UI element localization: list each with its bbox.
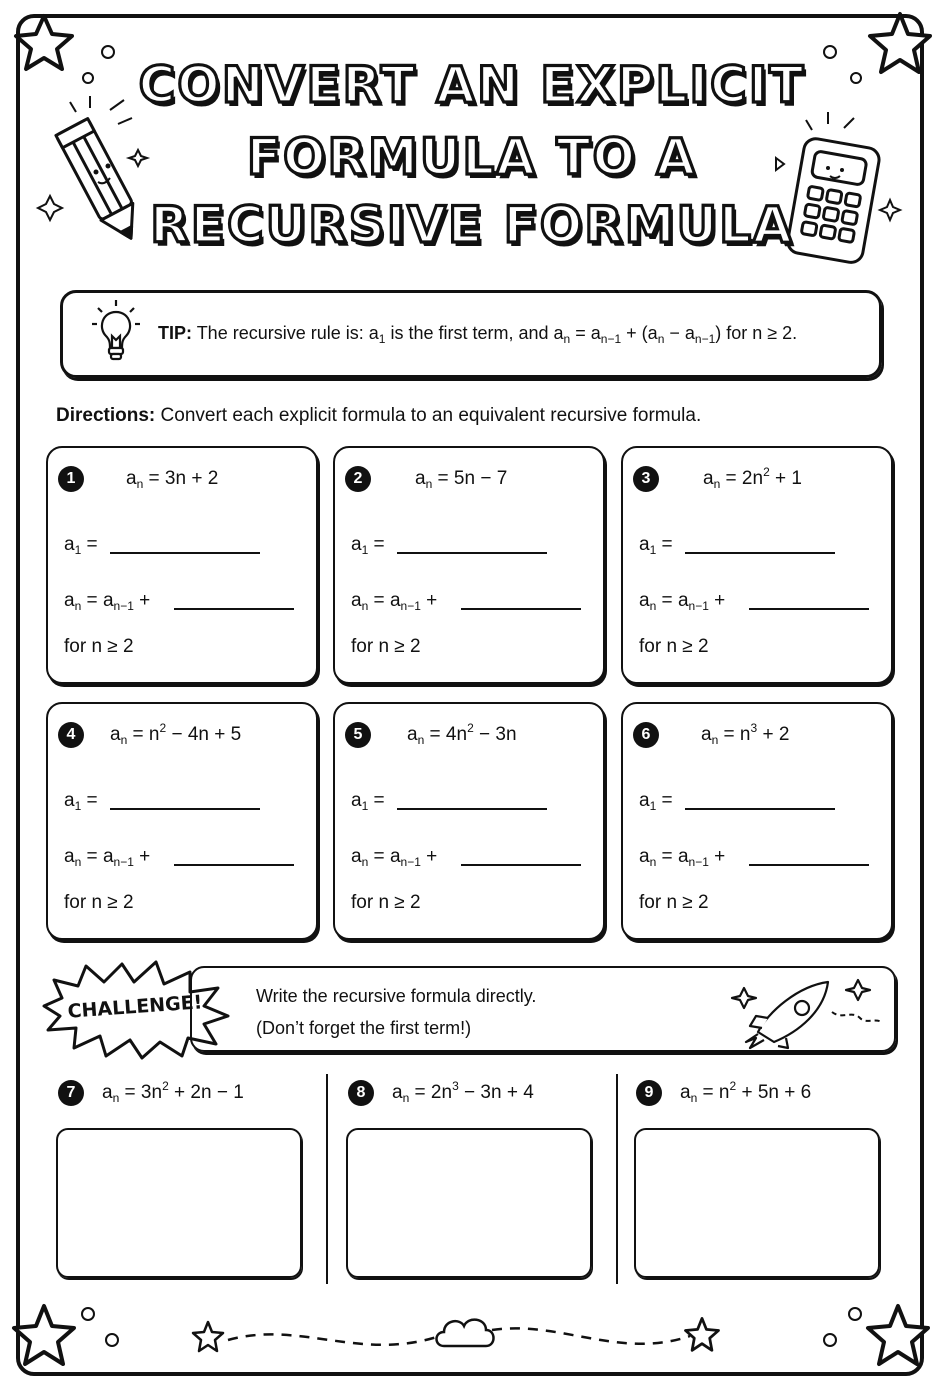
rocket-icon bbox=[728, 972, 888, 1048]
formula-rhs-tail: + 5n + 6 bbox=[741, 1082, 812, 1103]
problem-number: 6 bbox=[633, 722, 659, 748]
problem-number: 2 bbox=[345, 466, 371, 492]
label-eq: = bbox=[661, 590, 673, 611]
label-plus: + bbox=[139, 590, 151, 611]
label-sub-n: n bbox=[649, 855, 657, 869]
for-n-label: for n ≥ 2 bbox=[351, 636, 421, 657]
label-sub-n: n bbox=[74, 599, 82, 613]
recursive-rule-label bbox=[639, 590, 725, 612]
explicit-formula bbox=[680, 1079, 812, 1105]
first-term-answer-line[interactable] bbox=[397, 808, 547, 810]
formula-rhs: = n bbox=[132, 724, 160, 745]
explicit-formula bbox=[392, 1079, 534, 1105]
page-title-line-3: RECURSIVE FORMULA bbox=[150, 196, 794, 254]
answer-box[interactable] bbox=[346, 1128, 592, 1278]
recursive-rule-answer-line[interactable] bbox=[174, 864, 294, 866]
label-eq: = bbox=[373, 534, 385, 555]
directions bbox=[56, 405, 701, 427]
page-title-line-2: FORMULA TO A bbox=[246, 128, 698, 186]
label-plus: + bbox=[426, 590, 438, 611]
recursive-rule-answer-line[interactable] bbox=[461, 864, 581, 866]
label-eq: = bbox=[86, 790, 98, 811]
formula-rhs: = 2n bbox=[725, 468, 764, 489]
formula-sub-n: n bbox=[713, 477, 721, 491]
recursive-rule-label bbox=[351, 590, 437, 612]
label-sub-n: n bbox=[361, 599, 369, 613]
formula-rhs-tail: − 3n bbox=[479, 724, 517, 745]
recursive-rule-label bbox=[351, 846, 437, 868]
formula-sub-n: n bbox=[112, 1091, 120, 1105]
formula-power: 2 bbox=[162, 1079, 169, 1093]
label-eq: = bbox=[373, 790, 385, 811]
for-n-label: for n ≥ 2 bbox=[64, 892, 134, 913]
label-eq: = bbox=[661, 846, 673, 867]
explicit-formula bbox=[407, 721, 517, 747]
formula-sub-n: n bbox=[417, 733, 425, 747]
label-eq: = bbox=[86, 590, 98, 611]
label-sub-1: 1 bbox=[649, 543, 657, 557]
formula-rhs-tail: + 1 bbox=[775, 468, 802, 489]
formula-rhs: = 2n bbox=[414, 1082, 453, 1103]
label-a: a bbox=[389, 846, 401, 867]
problem-number: 1 bbox=[58, 466, 84, 492]
formula-sub-n: n bbox=[120, 733, 128, 747]
label-plus: + bbox=[714, 590, 726, 611]
explicit-formula bbox=[701, 721, 790, 747]
problem-card bbox=[621, 446, 893, 684]
challenge-line-1: Write the recursive formula directly. bbox=[256, 986, 537, 1006]
tip-text-b: is the first term, and a bbox=[390, 323, 564, 343]
lightbulb-icon bbox=[86, 296, 146, 368]
label-sub-n1: n−1 bbox=[400, 855, 421, 869]
label-a: a bbox=[64, 534, 75, 555]
cloud-icon bbox=[432, 1310, 498, 1354]
recursive-rule-answer-line[interactable] bbox=[461, 608, 581, 610]
label-eq: = bbox=[661, 534, 673, 555]
label-a: a bbox=[351, 534, 362, 555]
first-term-answer-line[interactable] bbox=[685, 552, 835, 554]
first-term-label bbox=[639, 534, 673, 556]
label-plus: + bbox=[714, 846, 726, 867]
small-star-icon bbox=[188, 1318, 228, 1358]
formula-a: a bbox=[415, 468, 426, 489]
recursive-rule-label bbox=[64, 590, 150, 612]
formula-sub-n: n bbox=[711, 733, 719, 747]
tip-text-d: + (a bbox=[626, 323, 658, 343]
problem-number: 7 bbox=[58, 1080, 84, 1106]
formula-rhs: = 3n + 2 bbox=[148, 468, 219, 489]
label-eq: = bbox=[373, 590, 385, 611]
small-star-icon bbox=[680, 1314, 724, 1358]
page-title-line-1: CONVERT AN EXPLICIT bbox=[138, 56, 806, 114]
first-term-label bbox=[351, 790, 385, 812]
tip-text-f: ) for n ≥ 2. bbox=[715, 323, 798, 343]
label-sub-1: 1 bbox=[361, 799, 369, 813]
label-sub-1: 1 bbox=[649, 799, 657, 813]
tip-text-e: − a bbox=[669, 323, 695, 343]
explicit-formula bbox=[102, 1079, 244, 1105]
for-n-label: for n ≥ 2 bbox=[639, 636, 709, 657]
label-sub-n1: n−1 bbox=[113, 855, 134, 869]
formula-a: a bbox=[126, 468, 137, 489]
for-n-label: for n ≥ 2 bbox=[351, 892, 421, 913]
explicit-formula bbox=[126, 468, 218, 490]
formula-power: 2 bbox=[159, 721, 167, 735]
label-a: a bbox=[102, 590, 114, 611]
column-divider bbox=[616, 1074, 618, 1284]
label-a: a bbox=[351, 846, 362, 867]
formula-rhs: = n bbox=[723, 724, 751, 745]
formula-a: a bbox=[110, 724, 121, 745]
first-term-answer-line[interactable] bbox=[110, 552, 260, 554]
first-term-answer-line[interactable] bbox=[110, 808, 260, 810]
problem-card bbox=[333, 446, 605, 684]
recursive-rule-label bbox=[639, 846, 725, 868]
formula-power: 3 bbox=[452, 1079, 459, 1093]
formula-sub-n: n bbox=[402, 1091, 410, 1105]
first-term-label bbox=[64, 790, 98, 812]
tip-text bbox=[158, 323, 797, 344]
answer-box[interactable] bbox=[56, 1128, 302, 1278]
label-a: a bbox=[639, 790, 650, 811]
column-divider bbox=[326, 1074, 328, 1284]
first-term-label bbox=[639, 790, 673, 812]
tip-sub-n1-2: n−1 bbox=[694, 332, 716, 346]
formula-sub-n: n bbox=[690, 1091, 698, 1105]
formula-a: a bbox=[392, 1082, 403, 1103]
label-sub-n: n bbox=[361, 855, 369, 869]
formula-power: 2 bbox=[467, 721, 474, 735]
challenge-badge: CHALLENGE! bbox=[66, 991, 204, 1023]
problem-card bbox=[621, 702, 893, 940]
label-eq: = bbox=[86, 534, 98, 555]
explicit-formula bbox=[415, 468, 507, 490]
label-eq: = bbox=[661, 790, 673, 811]
problem-card bbox=[46, 446, 318, 684]
label-sub-n: n bbox=[74, 855, 82, 869]
problem-number: 3 bbox=[633, 466, 659, 492]
problem-number: 4 bbox=[58, 722, 84, 748]
formula-rhs-tail: + 2 bbox=[762, 724, 790, 745]
tip-sub-n1: n−1 bbox=[600, 332, 622, 346]
tip-sub-1: 1 bbox=[378, 332, 386, 346]
label-a: a bbox=[102, 846, 114, 867]
explicit-formula bbox=[110, 721, 242, 747]
formula-power: 3 bbox=[750, 721, 758, 735]
formula-a: a bbox=[680, 1082, 691, 1103]
formula-rhs: = n bbox=[702, 1082, 730, 1103]
formula-rhs: = 5n − 7 bbox=[437, 468, 508, 489]
tip-label: TIP: bbox=[158, 323, 192, 343]
label-sub-n1: n−1 bbox=[400, 599, 421, 613]
first-term-label bbox=[351, 534, 385, 556]
formula-a: a bbox=[701, 724, 712, 745]
directions-label: Directions: bbox=[56, 405, 156, 426]
recursive-rule-answer-line[interactable] bbox=[749, 608, 869, 610]
label-a: a bbox=[389, 590, 401, 611]
problem-card bbox=[333, 702, 605, 940]
label-sub-1: 1 bbox=[74, 799, 82, 813]
formula-power: 2 bbox=[763, 465, 770, 479]
formula-a: a bbox=[102, 1082, 113, 1103]
formula-power: 2 bbox=[729, 1079, 737, 1093]
formula-sub-n: n bbox=[136, 477, 144, 491]
formula-rhs-tail: + 2n − 1 bbox=[174, 1082, 244, 1103]
label-a: a bbox=[64, 846, 75, 867]
tip-sub-n: n bbox=[563, 332, 571, 346]
label-a: a bbox=[677, 846, 689, 867]
label-eq: = bbox=[373, 846, 385, 867]
for-n-label: for n ≥ 2 bbox=[64, 636, 134, 657]
label-a: a bbox=[677, 590, 689, 611]
label-a: a bbox=[351, 590, 362, 611]
label-eq: = bbox=[86, 846, 98, 867]
formula-rhs-tail: − 3n + 4 bbox=[464, 1082, 534, 1103]
formula-a: a bbox=[407, 724, 418, 745]
label-a: a bbox=[639, 534, 650, 555]
tip-sub-n-2: n bbox=[657, 332, 665, 346]
recursive-rule-answer-line[interactable] bbox=[749, 864, 869, 866]
tip-text-c: = a bbox=[575, 323, 601, 343]
label-sub-1: 1 bbox=[74, 543, 82, 557]
first-term-answer-line[interactable] bbox=[685, 808, 835, 810]
problem-number: 8 bbox=[348, 1080, 374, 1106]
label-sub-n1: n−1 bbox=[688, 599, 709, 613]
recursive-rule-answer-line[interactable] bbox=[174, 608, 294, 610]
formula-rhs-tail: − 4n + 5 bbox=[171, 724, 242, 745]
label-sub-1: 1 bbox=[361, 543, 369, 557]
label-a: a bbox=[64, 590, 75, 611]
tip-text-a: The recursive rule is: a bbox=[196, 323, 379, 343]
recursive-rule-label bbox=[64, 846, 150, 868]
problem-number: 9 bbox=[636, 1080, 662, 1106]
directions-text: Convert each explicit formula to an equivalent recursive formula. bbox=[160, 405, 702, 426]
formula-rhs: = 3n bbox=[124, 1082, 163, 1103]
formula-sub-n: n bbox=[425, 477, 433, 491]
label-a: a bbox=[64, 790, 75, 811]
problem-card bbox=[46, 702, 318, 940]
label-sub-n1: n−1 bbox=[113, 599, 134, 613]
first-term-answer-line[interactable] bbox=[397, 552, 547, 554]
label-a: a bbox=[351, 790, 362, 811]
label-sub-n: n bbox=[649, 599, 657, 613]
answer-box[interactable] bbox=[634, 1128, 880, 1278]
label-plus: + bbox=[426, 846, 438, 867]
label-plus: + bbox=[139, 846, 151, 867]
formula-rhs: = 4n bbox=[429, 724, 468, 745]
label-a: a bbox=[639, 846, 650, 867]
for-n-label: for n ≥ 2 bbox=[639, 892, 709, 913]
challenge-line-2: (Don’t forget the first term!) bbox=[256, 1018, 472, 1038]
first-term-label bbox=[64, 534, 98, 556]
problem-number: 5 bbox=[345, 722, 371, 748]
label-a: a bbox=[639, 590, 650, 611]
explicit-formula bbox=[703, 465, 802, 491]
formula-a: a bbox=[703, 468, 714, 489]
label-sub-n1: n−1 bbox=[688, 855, 709, 869]
